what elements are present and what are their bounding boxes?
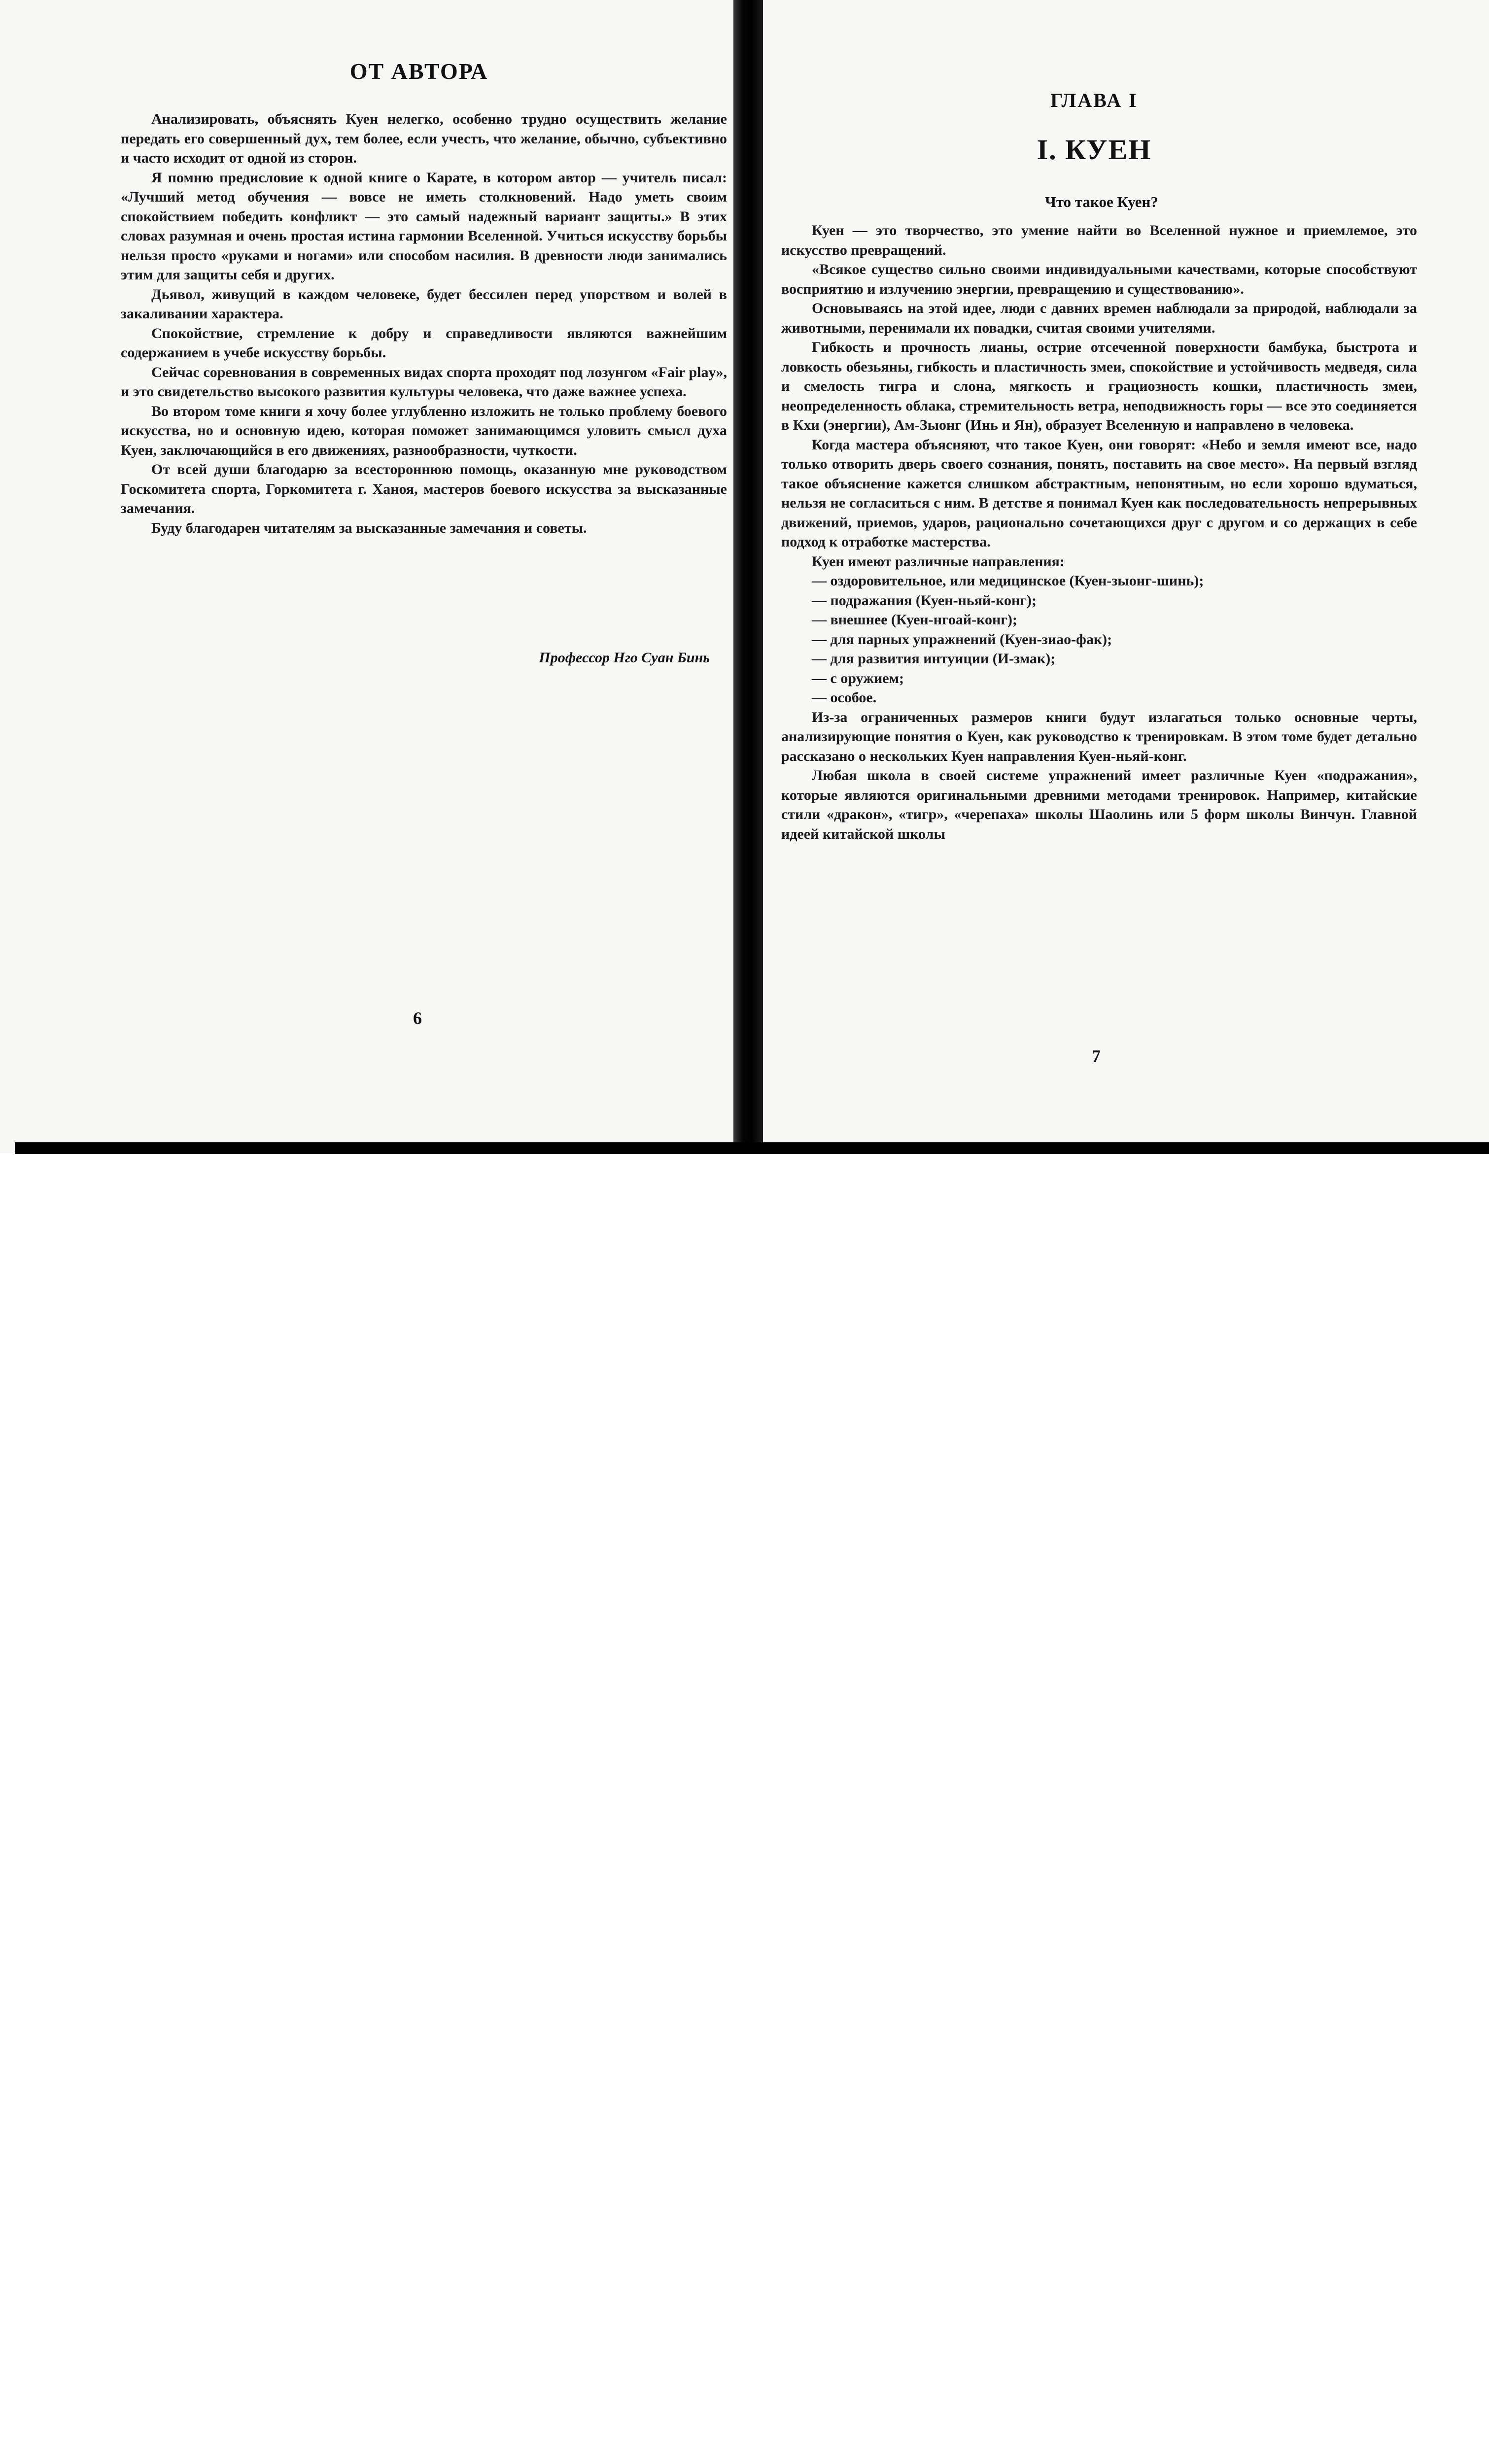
paragraph: Куен имеют различные направления:: [812, 553, 1065, 570]
paragraph: Во втором томе книги я хочу более углубленно изложить не только проблему боевого искусства, но и основную идею, которая поможет занимающимся уловить смысл духа Куен, заключающийся в его движениях, разнообразности, чуткости.: [121, 403, 727, 458]
paragraph: Любая школа в своей системе упражнений имеет различные Куен «подражания», которые являются оригинальными древними методами тренировок. Например, китайские стили «дракон», «тигр», «черепаха» школы Шаолинь или 5 форм школы Винчун. Главной идеей китайской школы: [781, 767, 1417, 842]
page-number-left: 6: [413, 1008, 422, 1028]
right-page-text: [781, 221, 1417, 844]
author-preface-title: ОТ АВТОРА: [349, 59, 488, 84]
chapter-title: I. КУЕН: [1037, 134, 1152, 166]
book-spine-shadow: [733, 0, 764, 1143]
scan-bottom-edge: [15, 1142, 1489, 1154]
paragraph: Я помню предисловие к одной книге о Карате, в котором автор — учитель писал: «Лучший метод обучения — вовсе не иметь столкновений. Надо уметь своим спокойствием победить конфликт — это самый надежный вариант защиты.» В этих словах разумная и очень простая истина гармонии Вселенной. Учиться искусству борьбы нельзя просто «руками и ногами» или способом насилия. В древности люди занимались этим для защиты себя и других.: [121, 169, 727, 283]
page-number-right: 7: [1092, 1046, 1101, 1066]
section-heading: Что такое Куен?: [1045, 193, 1158, 210]
left-page-text: [121, 109, 727, 538]
paragraph: Дьявол, живущий в каждом человеке, будет бессилен перед упорством и волей в закаливании характера.: [121, 286, 727, 322]
paragraph: Спокойствие, стремление к добру и справедливости являются важнейшим содержанием в учебе искусству борьбы.: [121, 325, 727, 361]
list-item: — подражания (Куен-ньяй-конг);: [812, 592, 1037, 609]
list-item: — внешнее (Куен-нгоай-конг);: [812, 612, 1017, 628]
list-item: — с оружием;: [812, 670, 904, 686]
paragraph: «Всякое существо сильно своими индивидуальными качествами, которые способствуют восприятию и излучению энергии, превращению и существованию».: [781, 261, 1417, 297]
list-item: — особое.: [812, 689, 877, 706]
chapter-label: ГЛАВА I: [1050, 89, 1138, 111]
paragraph: Из-за ограниченных размеров книги будут излагаться только основные черты, анализирующие понятия о Куен, как руководство к тренировкам. В этом томе будет детально рассказано о нескольких Куен направления Куен-ньяй-конг.: [781, 709, 1417, 764]
list-item: — для развития интуиции (И-змак);: [812, 650, 1056, 667]
paragraph: От всей души благодарю за всестороннюю помощь, оказанную мне руководством Госкомитета спорта, Горкомитета г. Ханоя, мастеров боевого искусства за высказанные замечания.: [121, 461, 727, 516]
paragraph: Буду благодарен читателям за высказанные замечания и советы.: [151, 519, 587, 536]
book-spread: [0, 0, 1489, 1153]
paragraph: Гибкость и прочность лианы, острие отсеченной поверхности бамбука, быстрота и ловкость обезьяны, гибкость и пластичность змеи, спокойствие и устойчивость медведя, сила и смелость тигра и слона, мягкость и грациозность кошки, пластичность змеи, неопределенность облака, стремительность ветра, неподвижность горы — все это соединяется в Кхи (энергии), Ам-Зыонг (Инь и Ян), образует Вселенную и направлено в человека.: [781, 339, 1417, 433]
paragraph: Сейчас соревнования в современных видах спорта проходят под лозунгом «Fair play», и это свидетельство высокого развития культуры человека, что даже важнее успеха.: [121, 364, 727, 400]
paragraph: Когда мастера объясняют, что такое Куен, они говорят: «Небо и земля имеют все, надо только отворить дверь своего сознания, понять, поставить на свое место». На первый взгляд такое объяснение кажется слишком абстрактным, непонятным, но если хорошо вдуматься, нельзя не согласиться с ним. В детстве я понимал Куен как последовательность непрерывных движений, приемов, ударов, рационально сочетающихся друг с другом и со держащих в себе подход к отработке мастерства.: [781, 436, 1417, 550]
paragraph: Куен — это творчество, это умение найти во Вселенной нужное и приемлемое, это искусство превращений.: [781, 222, 1417, 258]
author-signature: Профессор Нго Суан Бинь: [539, 650, 710, 666]
left-page: [0, 0, 734, 1148]
paragraph: Основываясь на этой идее, люди с давних времен наблюдали за природой, наблюдали за животными, перенимали их повадки, считая своими учителями.: [781, 300, 1417, 336]
list-item: — оздоровительное, или медицинское (Куен-зыонг-шинь);: [812, 573, 1204, 589]
list-item: — для парных упражнений (Куен-зиао-фак);: [812, 631, 1112, 648]
paragraph: Анализировать, объяснять Куен нелегко, особенно трудно осуществить желание передать его совершенный дух, тем более, если учесть, что желание, обычно, субъективно и часто исходит от одной из сторон.: [121, 111, 727, 166]
